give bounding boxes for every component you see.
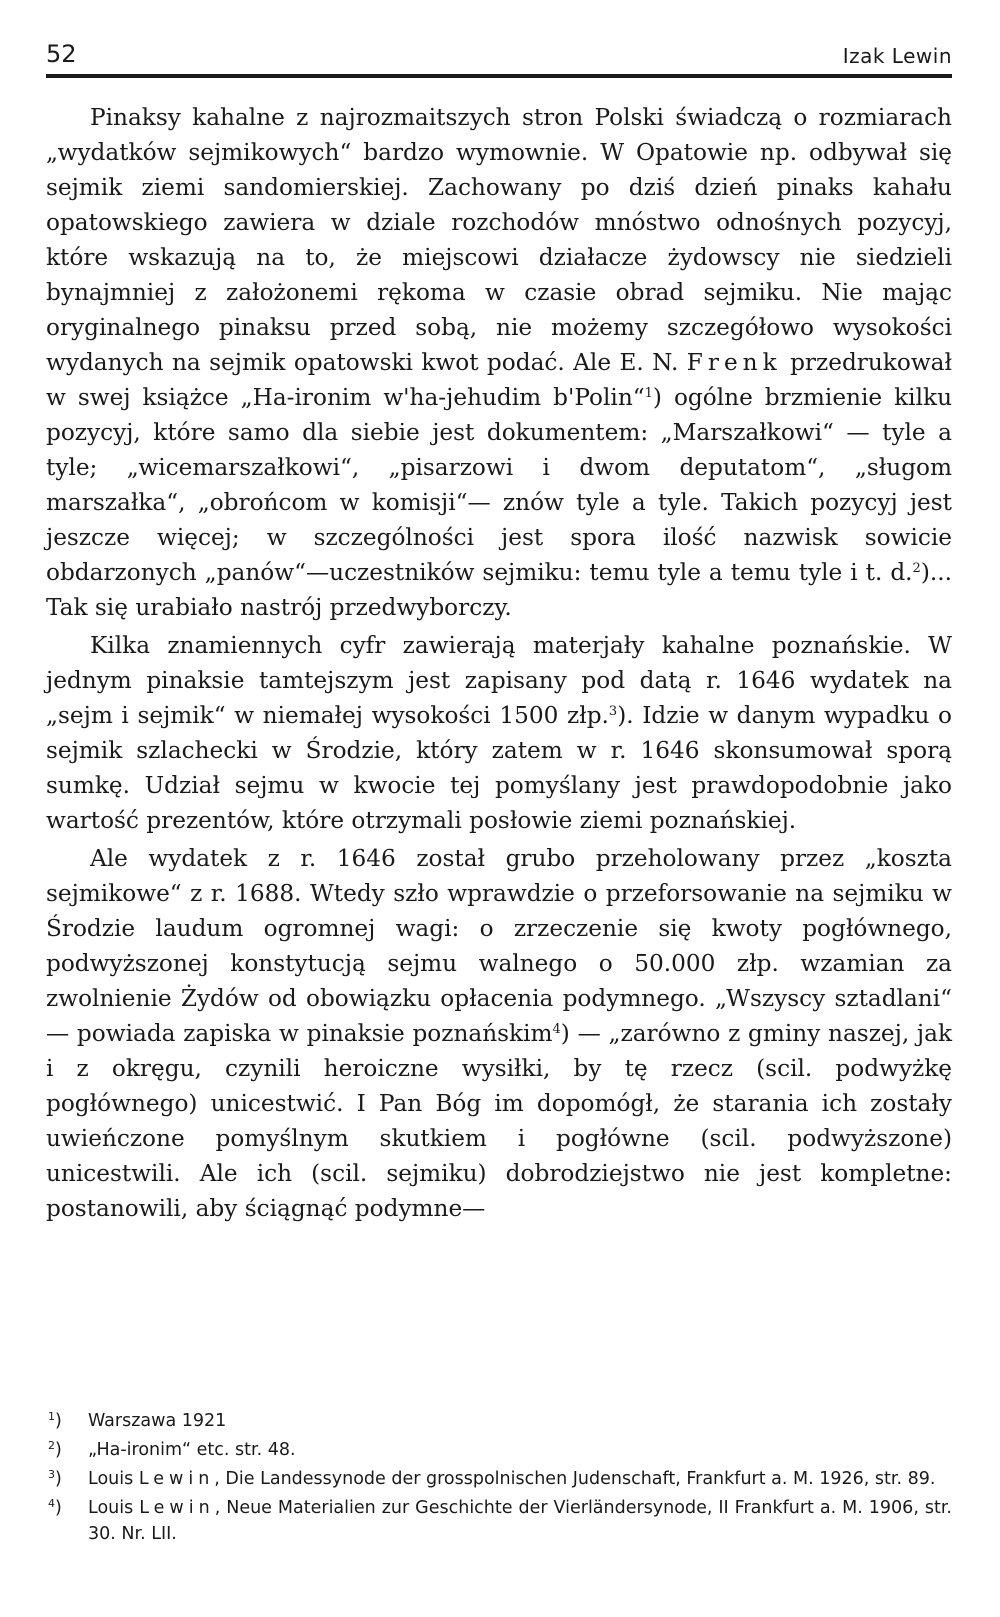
footnote-ref-2: 2 — [912, 561, 921, 576]
page-number: 52 — [46, 40, 77, 68]
footnote-text-b: , Die Landessynode der grosspolnischen Judenschaft, Frankfurt a. M. 1926, str. 89. — [214, 1469, 936, 1489]
footnote-text: „Ha-ironim“ etc. str. 48. — [88, 1440, 296, 1460]
running-head: Izak Lewin — [842, 44, 952, 68]
footnote-4 — [46, 1495, 952, 1547]
page-header — [46, 40, 952, 78]
footnote-author: Lewin — [138, 1469, 215, 1489]
paragraph-2-text-b: ). Idzie w danym wypadku o sejmik szlachecki w Środzie, który zatem w r. 1646 skonsumował sporą sumkę. Udział sejmu w kwocie tej pomyślany jest prawdopodobnie jako wartość prezentów, które otrzymali posłowie ziemi poznańskiej. — [46, 702, 952, 834]
paragraph-1 — [46, 100, 952, 625]
footnote-marker: $^3$) — [48, 1468, 62, 1489]
footnote-3 — [46, 1466, 952, 1492]
paragraph-1-text-b: przedrukował w swej książce „Ha-ironim w'ha-jehudim b'Polin“ — [46, 349, 953, 411]
footnote-text-b: , Neue Materialien zur Geschichte der Vierländersynode, II Frankfurt a. M. 1906, str. 30. Nr. LII. — [88, 1498, 952, 1544]
body-text — [46, 100, 952, 1226]
footnote-1 — [46, 1408, 952, 1434]
footnote-text-a: Louis — [88, 1498, 134, 1518]
paragraph-3-text-a: Ale wydatek z r. 1646 został grubo przeholowany przez „koszta sejmikowe“ z r. 1688. Wtedy szło wprawdzie o przeforsowanie na sejmiku w Środzie laudum ogromnej wagi: o zrzeczenie się kwoty pogłównego, podwyższonej konstytucją sejmu walnego o 50.000 złp. wzamian za zwolnienie Żydów od obowiązku opłacenia podymnego. „Wszyscy sztadlani“ — powiada zapiska w pinaksie poznańskim — [46, 845, 952, 1047]
paragraph-3 — [46, 841, 952, 1226]
footnote-marker: $^1$) — [48, 1410, 62, 1431]
paragraph-1-text-d: )... Tak się urabiało nastrój przedwyborczy. — [46, 559, 952, 621]
footnote-2 — [46, 1437, 952, 1463]
footnote-ref-3: 3 — [608, 704, 618, 719]
paragraph-2 — [46, 628, 952, 838]
author-name-frenk: Frenk — [686, 349, 782, 376]
footnote-marker: $^4$) — [48, 1497, 62, 1518]
footnote-text: Warszawa 1921 — [88, 1411, 227, 1431]
footnote-text-a: Louis — [88, 1469, 134, 1489]
footnote-marker: $^2$) — [48, 1439, 62, 1460]
footnote-ref-1: 1 — [644, 386, 653, 401]
paragraph-1-text-c: ) ogólne brzmienie kilku pozycyj, które samo dla siebie jest dokumentem: „Marszałkowi“ — tyle a tyle; „wicemarszałkowi“, „pisarzowi i dwom deputatom“, „sługom marszałka“, „obrońcom w komisji“— znów tyle a tyle. Takich pozycyj jest jeszcze więcej; w szczególności jest spora ilość nazwisk sowicie obdarzonych „panów“—uczestników sejmiku: temu tyle a temu tyle i t. d. — [46, 384, 953, 586]
paragraph-2-text-a: Kilka znamiennych cyfr zawierają materjały kahalne poznańskie. W jednym pinaksie tamtejszym jest zapisany pod datą r. 1646 wydatek na „sejm i sejmik“ w niemałej wysokości 1500 złp. — [46, 632, 952, 729]
footnote-author: Lewin — [139, 1498, 215, 1518]
footnote-ref-4: 4 — [552, 1022, 561, 1037]
footnotes — [46, 1408, 952, 1550]
paragraph-3-text-b: ) — „zarówno z gminy naszej, jak i z okręgu, czynili heroiczne wysiłki, by tę rzecz (scil. podwyżkę pogłównego) unicestwić. I Pan Bóg im dopomógł, że starania ich zostały uwieńczone pomyślnym skutkiem i pogłówne (scil. podwyższone) unicestwili. Ale ich (scil. sejmiku) dobrodziejstwo nie jest kompletne: postanowili, aby ściągnąć podymne— — [46, 1020, 952, 1222]
paragraph-1-text-a: Pinaksy kahalne z najrozmaitszych stron Polski świadczą o rozmiarach „wydatków sejmikowych“ bardzo wymownie. W Opatowie np. odbywał się sejmik ziemi sandomierskiej. Zachowany po dziś dzień pinaks kahału opatowskiego zawiera w dziale rozchodów mnóstwo odnośnych pozycyj, które wskazują na to, że miejscowi działacze żydowscy nie siedzieli bynajmniej z założonemi rękoma w czasie obrad sejmiku. Nie mając oryginalnego pinaksu przed sobą, nie możemy szczegółowo wysokości wydanych na sejmik opatowski kwot podać. Ale E. N. — [46, 104, 952, 376]
